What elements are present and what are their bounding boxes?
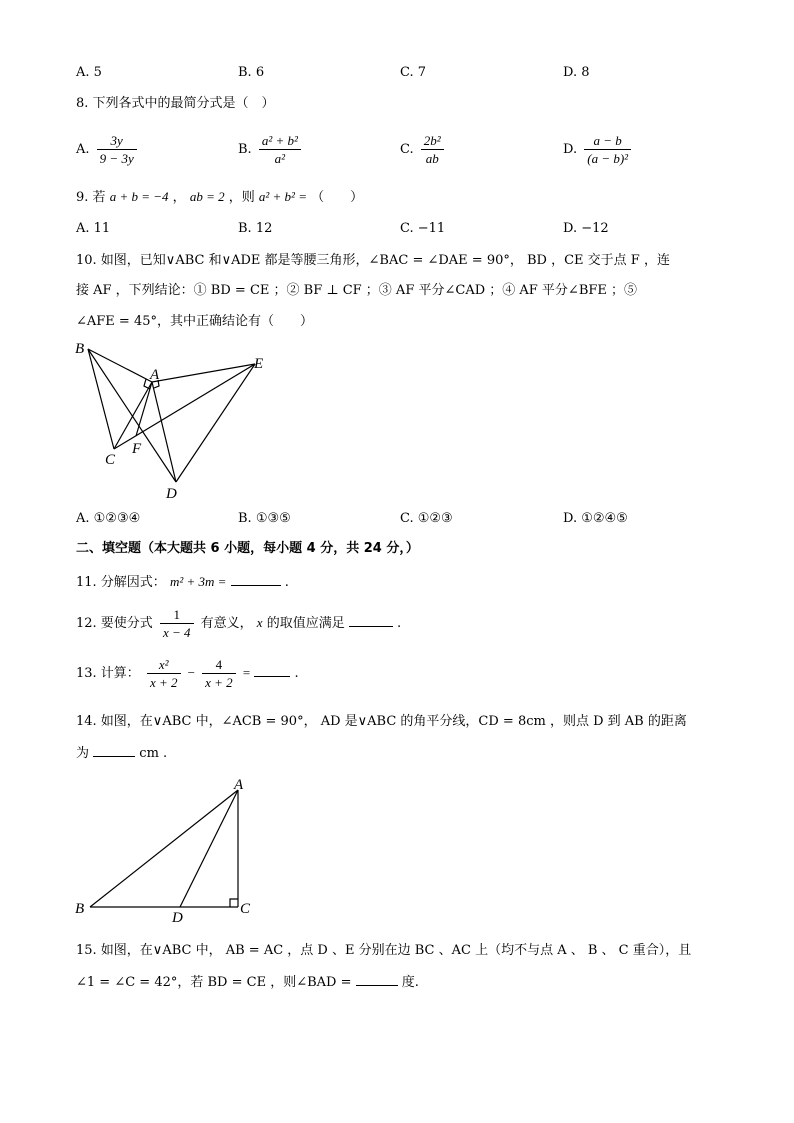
q9-option-d: D. −12 xyxy=(563,221,609,236)
q15-line2 xyxy=(76,973,419,992)
q10-label-d: D xyxy=(166,486,177,502)
q9-tail: （ ） xyxy=(311,190,364,205)
q13-numerator1: x² xyxy=(147,656,181,674)
q8-d-fraction xyxy=(584,132,631,167)
q8-c-fraction xyxy=(421,132,444,167)
q14-label-c: C xyxy=(240,901,251,917)
q9-sep: ， xyxy=(172,190,186,205)
q11-pre: 11. 分解因式： xyxy=(76,575,166,590)
q12-post: 的取值应满足 xyxy=(266,616,345,631)
q9-stem-pre: 9. 若 xyxy=(76,190,106,205)
q13-fraction1 xyxy=(147,656,181,691)
q14-line1: 14. 如图，在∨ABC 中，∠ACB = 90°， AD 是∨ABC 的角平分线，CD = 8cm ，则点 D 到 AB 的距离 xyxy=(76,714,687,729)
q8-b-numerator: a² + b² xyxy=(259,132,301,150)
q7-option-d: D. 8 xyxy=(563,65,590,80)
q13-minus: − xyxy=(187,665,195,680)
q14-figure xyxy=(70,772,270,928)
q8-option-d xyxy=(563,132,634,167)
q11-answer-blank[interactable] xyxy=(231,573,281,586)
q8-a-fraction xyxy=(97,132,137,167)
q9-cond1: a + b = −4 xyxy=(109,189,169,204)
q10-line2: 接 AF ，下列结论：① BD = CE ；② BF ⊥ CF ；③ AF 平分∠CAD ；④ AF 平分∠BFE ；⑤ xyxy=(76,283,638,298)
q10-figure xyxy=(70,336,280,506)
q15-line2-pre: ∠1 = ∠C = 42°，若 BD = CE ，则∠BAD = xyxy=(76,975,352,990)
q9-cond2: ab = 2 xyxy=(189,189,225,204)
q8-c-label: C. xyxy=(400,142,414,157)
q12-numerator: 1 xyxy=(160,606,194,624)
q8-a-label: A. xyxy=(76,142,90,157)
q10-label-f: F xyxy=(132,441,142,457)
q7-option-b: B. 6 xyxy=(238,65,265,80)
q10-label-c: C xyxy=(105,452,116,468)
q10-option-c: C. ①②③ xyxy=(400,511,453,526)
q12-answer-blank[interactable] xyxy=(349,614,393,627)
q10-option-b: B. ①③⑤ xyxy=(238,511,291,526)
q8-option-c xyxy=(400,132,447,167)
q10-label-a: A xyxy=(150,367,160,383)
q12-var: x xyxy=(256,615,263,630)
q8-stem: 8. 下列各式中的最简分式是（ ） xyxy=(76,96,275,111)
q8-option-b xyxy=(238,132,304,167)
q12-denominator: x − 4 xyxy=(162,625,191,640)
q8-b-fraction xyxy=(259,132,301,167)
q11 xyxy=(76,573,289,592)
q7-option-c: C. 7 xyxy=(400,65,427,80)
q13-end: . xyxy=(294,666,299,681)
q14-figure-lines xyxy=(90,790,238,907)
q9-option-c: C. −11 xyxy=(400,221,446,236)
q10-line3: ∠AFE = 45°，其中正确结论有（ ） xyxy=(76,314,313,329)
q8-option-a xyxy=(76,132,140,167)
q14-label-a: A xyxy=(234,777,244,793)
q10-line1: 10. 如图，已知∨ABC 和∨ADE 都是等腰三角形，∠BAC = ∠DAE = 90°， BD ，CE 交于点 F ，连 xyxy=(76,253,670,268)
q13-pre: 13. 计算： xyxy=(76,666,140,681)
q8-b-label: B. xyxy=(238,142,252,157)
q12-fraction xyxy=(160,606,194,641)
q11-post: . xyxy=(284,575,289,590)
q14-answer-blank[interactable] xyxy=(93,744,135,757)
q14-line2 xyxy=(76,744,167,763)
q9-option-a: A. 11 xyxy=(76,221,111,236)
q10-option-d: D. ①②④⑤ xyxy=(563,511,628,526)
q10-label-b: B xyxy=(75,341,85,357)
q13-fraction2 xyxy=(202,656,236,691)
q13-equals: = xyxy=(242,665,251,680)
q13-numerator2: 4 xyxy=(202,656,236,674)
q12 xyxy=(76,605,401,642)
q9-stem xyxy=(76,188,363,207)
q9-mid: ，则 xyxy=(228,190,255,205)
q9-expr: a² + b² = xyxy=(258,189,307,204)
q13 xyxy=(76,655,299,692)
q8-d-denominator: (a − b)² xyxy=(587,151,629,166)
q9-option-b: B. 12 xyxy=(238,221,273,236)
q8-a-numerator: 3y xyxy=(97,132,137,150)
q13-denominator2: x + 2 xyxy=(205,675,233,690)
q15-answer-blank[interactable] xyxy=(356,973,398,986)
q8-d-label: D. xyxy=(563,142,578,157)
q12-end: . xyxy=(397,616,402,631)
q13-answer-blank[interactable] xyxy=(254,664,290,677)
q11-expr: m² + 3m = xyxy=(169,574,227,589)
section2-heading: 二、填空题（本大题共 6 小题，每小题 4 分，共 24 分，） xyxy=(76,541,419,556)
q14-label-d: D xyxy=(172,910,183,926)
q8-b-denominator: a² xyxy=(274,151,286,166)
q8-a-denominator: 9 − 3y xyxy=(99,151,134,166)
q10-label-e: E xyxy=(254,356,264,372)
q12-pre: 12. 要使分式 xyxy=(76,616,153,631)
q14-line2-pre: 为 xyxy=(76,746,90,761)
q12-mid: 有意义， xyxy=(200,616,253,631)
q8-c-numerator: 2b² xyxy=(421,132,444,150)
q15-line2-post: 度. xyxy=(401,975,419,990)
q14-label-b: B xyxy=(75,901,85,917)
q8-d-numerator: a − b xyxy=(584,132,631,150)
q14-line2-post: cm . xyxy=(139,746,168,761)
q8-c-denominator: ab xyxy=(425,151,439,166)
q10-option-a: A. ①②③④ xyxy=(76,511,141,526)
q13-denominator1: x + 2 xyxy=(149,675,178,690)
q15-line1: 15. 如图，在∨ABC 中， AB = AC ，点 D 、E 分别在边 BC 、AC 上（均不与点 A 、 B 、 C 重合），且 xyxy=(76,943,692,958)
q7-option-a: A. 5 xyxy=(76,65,102,80)
